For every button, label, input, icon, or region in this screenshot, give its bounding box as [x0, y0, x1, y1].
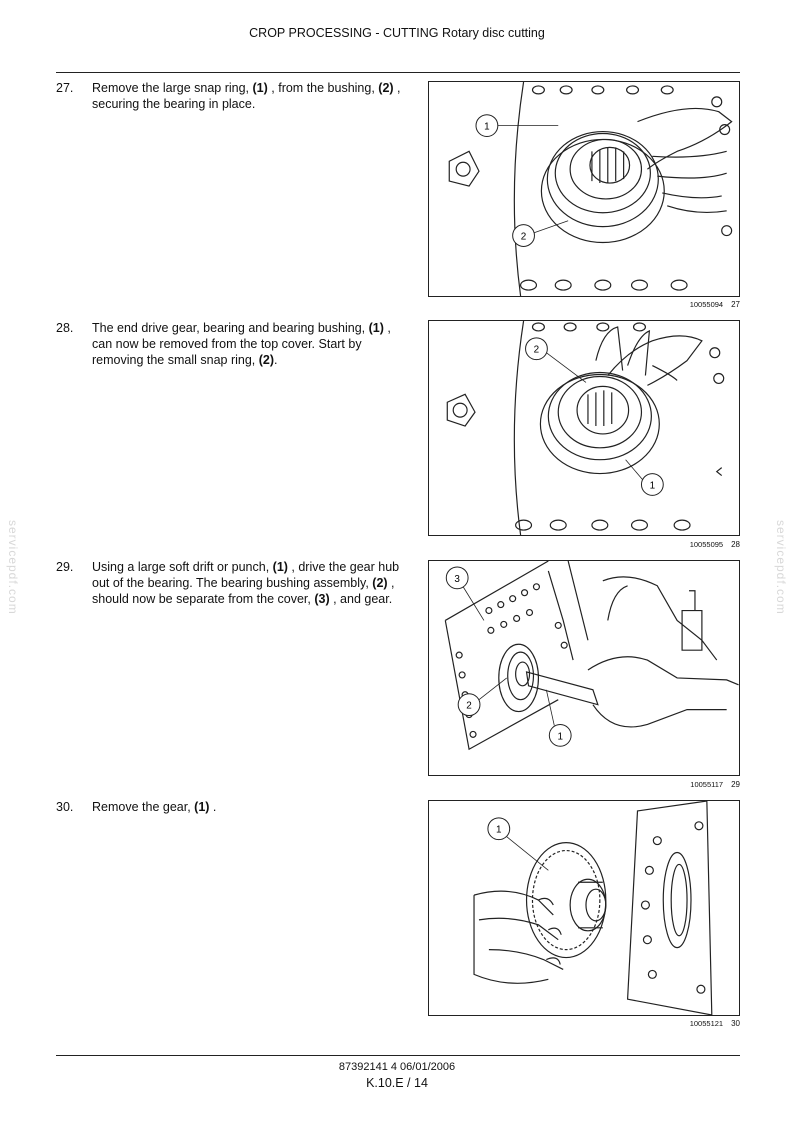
gear-removal-illustration	[429, 801, 739, 1015]
figure-29-caption	[600, 780, 740, 789]
figure-number: 29	[731, 780, 740, 789]
callout-1	[488, 818, 548, 871]
text-run: .	[209, 800, 217, 814]
figure-id: 10055117	[690, 780, 724, 789]
svg-text:1: 1	[496, 824, 502, 836]
callout-ref: (1)	[194, 800, 210, 814]
step-number: 30.	[56, 800, 74, 814]
callout-2	[526, 338, 586, 383]
step-number: 28.	[56, 321, 74, 335]
footer-document-reference: 87392141 4 06/01/2006	[338, 1061, 456, 1073]
callout-1	[626, 460, 664, 496]
bearing-bushing-illustration	[429, 321, 739, 535]
svg-text:2: 2	[466, 700, 472, 712]
step-number: 27.	[56, 81, 74, 95]
text-run: , securing the bearing in place.	[92, 81, 401, 111]
figure-number: 28	[731, 540, 740, 549]
text-run: , drive the gear hub out of the bearing. The bearing bushing assembly,	[92, 560, 400, 590]
watermark-left: servicepdf.com	[6, 520, 20, 615]
figure-29-drift-punch	[428, 560, 740, 776]
svg-text:3: 3	[454, 573, 460, 585]
drift-punch-illustration	[429, 561, 739, 775]
text-run: , can now be removed from the top cover. Start by removing the small snap ring,	[92, 321, 391, 367]
text-run: , should now be separate from the cover,	[92, 576, 395, 606]
figure-id: 10055095	[689, 540, 724, 549]
step-number: 29.	[56, 560, 74, 574]
footer-rule	[56, 1055, 740, 1056]
callout-1	[546, 690, 571, 746]
page-header-title: CROP PROCESSING - CUTTING Rotary disc cutting	[249, 26, 545, 40]
figure-30-gear-removal	[428, 800, 740, 1016]
figure-number: 30	[731, 1019, 740, 1028]
callout-3	[446, 567, 484, 621]
callout-2	[513, 221, 568, 247]
figure-28-bearing-removal	[428, 320, 740, 536]
text-run: Remove the gear,	[92, 800, 195, 814]
text-run: , and gear.	[329, 592, 393, 606]
callout-ref: (2)	[258, 353, 275, 367]
step-text	[92, 320, 402, 368]
callout-ref: (1)	[368, 321, 384, 335]
text-run: , from the bushing,	[267, 81, 379, 95]
step-text	[92, 559, 402, 607]
text-run: Using a large soft drift or punch,	[92, 560, 273, 574]
text-run: The end drive gear, bearing and bearing bushing,	[92, 321, 369, 335]
step-text	[92, 799, 402, 815]
callout-ref: (1)	[272, 560, 288, 574]
callout-ref: (1)	[252, 81, 268, 95]
callout-ref: (2)	[372, 576, 388, 590]
header-rule	[56, 72, 740, 73]
callout-2	[458, 678, 507, 716]
watermark-right: servicepdf.com	[774, 520, 788, 615]
figure-27-caption	[600, 300, 740, 309]
text-run: Remove the large snap ring,	[92, 81, 253, 95]
figure-id: 10055121	[689, 1019, 724, 1028]
footer-page-number: K.10.E / 14	[366, 1076, 428, 1090]
figure-30-caption	[600, 1019, 740, 1028]
snap-ring-illustration	[429, 82, 739, 296]
svg-text:1: 1	[484, 121, 490, 133]
svg-text:1: 1	[649, 480, 656, 492]
text-run: .	[274, 353, 278, 367]
svg-text:2: 2	[520, 231, 527, 243]
figure-id: 10055094	[689, 300, 724, 309]
svg-text:2: 2	[533, 344, 540, 356]
figure-number: 27	[731, 300, 740, 309]
figure-27-snap-ring-removal	[428, 81, 740, 297]
callout-ref: (2)	[378, 81, 394, 95]
svg-text:1: 1	[557, 731, 563, 743]
callout-ref: (3)	[314, 592, 330, 606]
step-text	[92, 80, 402, 112]
figure-28-caption	[600, 540, 740, 549]
